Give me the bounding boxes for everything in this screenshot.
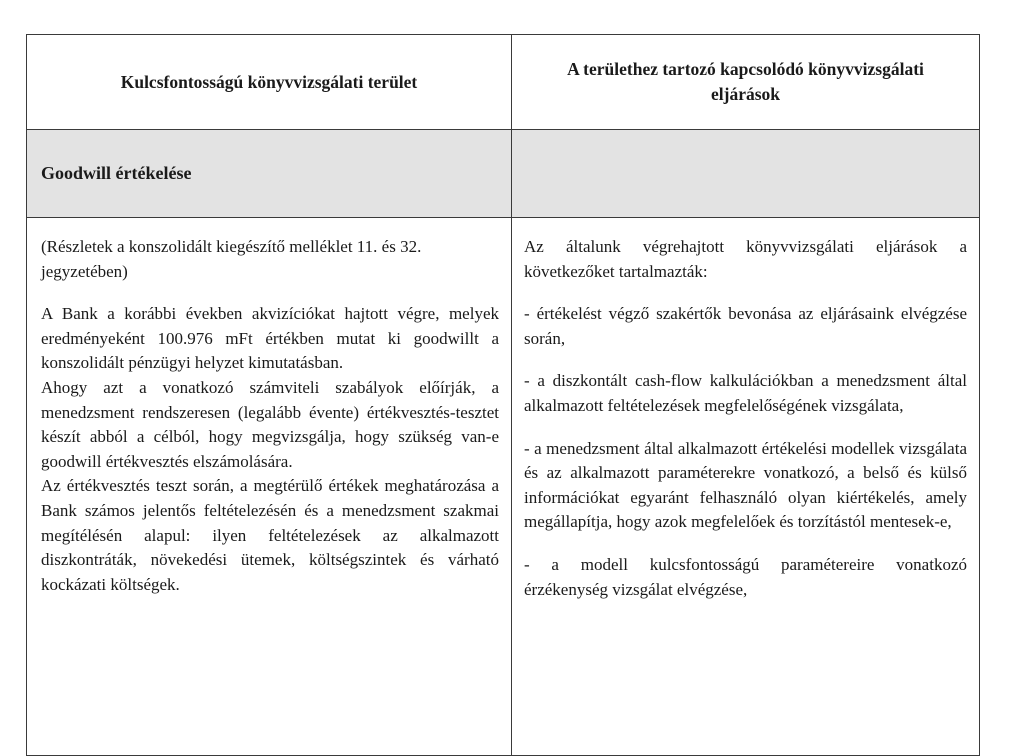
procedures-intro: Az általunk végrehajtott könyvvizsgálati eljárások a következőket tartalmazták: xyxy=(524,237,967,281)
key-area-description-cell xyxy=(27,218,512,756)
paragraph-impairment-test: Ahogy azt a vonatkozó számviteli szabályok előírják, a menedzsment rendszeresen (legalább évente) értékvesztés-tesztet készít abból a célból, hogy megvizsgálja, hogy szükség van-e goodwill értékvesztés elszámolására. xyxy=(41,377,499,471)
procedure-item: - a modell kulcsfontosságú paramétereire vonatkozó érzékenység vizsgálat elvégzése, xyxy=(524,554,967,599)
audit-matters-table xyxy=(26,34,980,756)
procedure-item: - a diszkontált cash-flow kalkulációkban a menedzsment által alkalmazott feltételezések megfelelőségének vizsgálata, xyxy=(524,371,967,415)
header-procedures-label: A területhez tartozó kapcsolódó könyvvizsgálati eljárások xyxy=(567,59,924,104)
table-header-row xyxy=(27,35,980,130)
header-cell-procedures xyxy=(512,35,980,130)
section-title: Goodwill értékelése xyxy=(41,163,192,183)
content-row xyxy=(27,218,980,756)
section-title-cell xyxy=(27,130,512,218)
procedures-cell xyxy=(512,218,980,756)
header-cell-key-area xyxy=(27,35,512,130)
header-key-area-label: Kulcsfontosságú könyvvizsgálati terület xyxy=(120,71,418,92)
section-row xyxy=(27,130,980,218)
reference-note: (Részletek a konszolidált kiegészítő melléklet 11. és 32. jegyzetében) xyxy=(41,237,422,281)
paragraph-assumptions: Az értékvesztés teszt során, a megtérülő értékek meghatározása a Bank számos jelentős feltételezésén és a menedzsment szakmai megítélésén alapul: ilyen feltételezések az alkalmazott diszkontráták, növekedési ütemek, költségszintek és várható kockázati költségek. xyxy=(41,476,499,594)
procedure-item: - a menedzsment által alkalmazott értékelési modellek vizsgálata és az alkalmazott paraméterekre vonatkozó, a belső és külső információkat egyaránt felhasználó olyan kiértékelés, amely megállapítja, hogy azok megfelelőek és torzítástól mentesek-e, xyxy=(524,438,967,532)
procedure-item: - értékelést végző szakértők bevonása az eljárásaink elvégzése során, xyxy=(524,304,967,348)
paragraph-acquisitions: A Bank a korábbi években akvizíciókat hajtott végre, melyek eredményeként 100.976 mFt értékben mutat ki goodwillt a konszolidált pénzügyi helyzet kimutatásban. xyxy=(41,304,499,373)
section-right-cell xyxy=(512,130,980,218)
